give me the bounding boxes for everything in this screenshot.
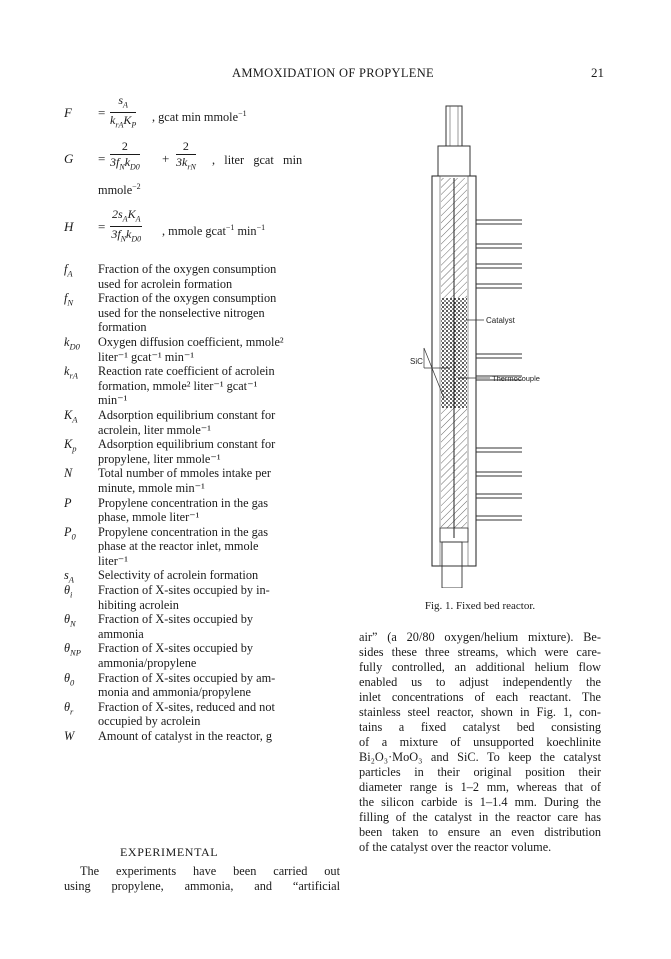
definition-item: [64, 525, 339, 569]
body-paragraph-left: [64, 864, 340, 894]
definition-item: [64, 262, 339, 291]
definition-item: [64, 568, 339, 583]
definition-line: used for acrolein formation: [98, 276, 233, 291]
definition-line: Fraction of the oxygen consumption: [98, 291, 277, 306]
definition-line: liter⁻¹: [98, 553, 128, 568]
definition-line: phase, mmole liter⁻¹: [98, 510, 200, 525]
formula-unit: , liter gcat min: [212, 153, 303, 167]
definition-line: Total number of mmoles intake per: [98, 466, 271, 481]
definition-line: Oxygen diffusion coefficient, mmole²: [98, 334, 284, 349]
definition-line: Fraction of X-sites, reduced and not: [98, 699, 275, 714]
formula-unit-continued: mmole$^{-2}$: [98, 182, 141, 198]
definition-list: [64, 262, 339, 744]
definition-line: Fraction of X-sites occupied by: [98, 612, 254, 627]
nomenclature-column: [64, 92, 339, 744]
paragraph-line: of the catalyst over the reactor volume.: [359, 840, 552, 854]
definition-line: Propylene concentration in the gas: [98, 524, 269, 539]
plus-sign: +: [162, 151, 170, 166]
definition-line: monia and ammonia/propylene: [98, 685, 251, 700]
definition-text: [98, 700, 339, 729]
definition-symbol: $k_{rA}$: [64, 364, 78, 381]
definition-text: [98, 568, 339, 583]
definition-text: [98, 408, 339, 437]
definition-line: used for the nonselective nitrogen: [98, 305, 265, 320]
paragraph-line: been taken to ensure an even distribution: [359, 825, 601, 839]
definition-text: [98, 291, 339, 335]
fixed-bed-reactor-figure: [410, 98, 550, 588]
definition-symbol: $\theta_{NP}$: [64, 641, 81, 658]
definition-symbol: $f_A$: [64, 262, 73, 279]
definition-symbol: $P_0$: [64, 524, 76, 542]
page-number: 21: [591, 65, 604, 80]
figure-caption: Fig. 1. Fixed bed reactor.: [424, 600, 536, 612]
definition-symbol: $\theta_N$: [64, 612, 76, 629]
definition-text: [98, 612, 339, 641]
definition-item: [64, 364, 339, 408]
definition-text: [98, 641, 339, 670]
paragraph-line: the silicon carbide is 1–1.4 mm. During the: [359, 795, 601, 809]
definition-line: propylene, liter mmole⁻¹: [98, 451, 221, 466]
formula-H: [64, 206, 339, 254]
sic-label: SiC: [410, 357, 423, 366]
reactor-drawing: [410, 98, 550, 588]
definition-line: Fraction of X-sites occupied by in-: [98, 583, 270, 598]
definition-symbol: $\theta_i$: [64, 583, 73, 600]
equals-sign: =: [98, 219, 106, 234]
definition-item: [64, 496, 339, 525]
definition-item: [64, 408, 339, 437]
definition-line: Fraction of the oxygen consumption: [98, 262, 277, 276]
definition-text: [98, 525, 339, 569]
paragraph-line: stainless steel reactor, shown in Fig. 1, con-: [359, 705, 601, 719]
paragraph-line: inlet concentrations of each reactant. The: [359, 690, 601, 704]
definition-line: occupied by acrolein: [98, 714, 201, 729]
paragraph-line: tains a fixed catalyst bed consisting: [359, 720, 601, 734]
definition-item: [64, 291, 339, 335]
definition-item: [64, 671, 339, 700]
definition-text: [98, 729, 339, 744]
definition-line: ammonia: [98, 626, 144, 641]
definition-symbol: $K_A$: [64, 407, 78, 425]
definition-line: Fraction of X-sites occupied by: [98, 641, 254, 656]
definition-line: Adsorption equilibrium constant for: [98, 437, 276, 452]
definition-item: [64, 466, 339, 495]
formula-G: [64, 138, 339, 206]
definition-item: [64, 641, 339, 670]
paragraph-line: filling of the catalyst in the reactor care has: [359, 810, 601, 824]
paragraph-line: of a mixture of unsupported koechlinite: [359, 735, 601, 749]
definition-text: [98, 437, 339, 466]
definition-text: [98, 466, 339, 495]
definition-symbol: $f_N$: [64, 291, 74, 308]
paragraph-line: diameter range is 1–2 mm, whereas that of: [359, 780, 601, 794]
definition-line: Reaction rate coefficient of acrolein: [98, 364, 275, 379]
definition-symbol: N: [64, 466, 73, 481]
definition-line: minute, mmole min⁻¹: [98, 480, 205, 495]
definition-item: [64, 437, 339, 466]
paragraph-line: sides these three streams, which were care-: [359, 645, 601, 659]
formula-unit: , mmole gcat$^{-1}$ $\min^{-1}$: [162, 223, 266, 239]
definition-text: [98, 496, 339, 525]
definition-text: [98, 671, 339, 700]
definition-item: [64, 700, 339, 729]
definition-line: hibiting acrolein: [98, 597, 179, 612]
definition-line: Fraction of X-sites occupied by am-: [98, 670, 276, 685]
section-heading: EXPERIMENTAL: [120, 845, 219, 859]
paragraph-line: particles in their original position their: [359, 765, 601, 779]
fraction: $2s_AK_A$ $3f_Nk_{D0}$: [111, 207, 142, 244]
definition-item: [64, 335, 339, 364]
definition-symbol: $\theta_r$: [64, 699, 74, 717]
paragraph-line: air” (a 20/80 oxygen/helium mixture). Be-: [359, 630, 601, 644]
thermocouple-label: Thermocouple: [492, 374, 540, 383]
definition-line: Amount of catalyst in the reactor, g: [98, 729, 272, 743]
definition-text: [98, 335, 339, 364]
definition-item: [64, 612, 339, 641]
definition-line: formation, mmole² liter⁻¹ gcat⁻¹: [98, 378, 258, 393]
definition-line: Propylene concentration in the gas: [98, 495, 269, 510]
definition-line: Adsorption equilibrium constant for: [98, 407, 276, 422]
fraction: 2 $3f_Nk_{D0}$: [110, 139, 140, 172]
definition-text: [98, 262, 339, 291]
definition-line: phase at the reactor inlet, mmole: [98, 539, 259, 554]
definition-symbol: $K_p$: [64, 437, 77, 454]
definition-line: ammonia/propylene: [98, 656, 197, 671]
fraction: 2 $3k_{rN}$: [176, 139, 196, 172]
definition-line: acrolein, liter mmole⁻¹: [98, 422, 211, 437]
definition-symbol: $k_{D0}$: [64, 334, 80, 352]
definition-symbol: $\theta_0$: [64, 670, 75, 688]
definition-text: [98, 364, 339, 408]
formula-symbol: F: [64, 105, 72, 120]
equals-sign: =: [98, 151, 106, 166]
definition-symbol: W: [64, 729, 75, 743]
definition-text: [98, 583, 339, 612]
paragraph-line: The experiments have been carried out: [80, 864, 340, 878]
body-paragraph-right: [359, 630, 601, 855]
definition-line: Selectivity of acrolein formation: [98, 568, 259, 583]
definition-symbol: P: [64, 495, 72, 510]
paragraph-line: enabled us to adjust independently the: [359, 675, 601, 689]
formula-symbol: H: [64, 219, 74, 234]
definition-line: liter⁻¹ gcat⁻¹ min⁻¹: [98, 349, 195, 364]
definition-line: min⁻¹: [98, 393, 128, 408]
paragraph-line: fully controlled, an additional helium flow: [359, 660, 601, 674]
paragraph-line: Bi₂O₃·MoO₃ and SiC. To keep the catalyst: [359, 750, 601, 764]
definition-item: [64, 583, 339, 612]
definition-item: [64, 729, 339, 744]
definition-symbol: $s_A$: [64, 568, 74, 585]
formula-unit: , gcat min mmole$^{-1}$: [152, 109, 247, 125]
formula-F: [64, 92, 339, 138]
formula-symbol: G: [64, 151, 74, 166]
equals-sign: =: [98, 105, 106, 120]
definition-line: formation: [98, 320, 147, 335]
catalyst-label: Catalyst: [486, 316, 515, 325]
running-title: AMMOXIDATION OF PROPYLENE: [232, 66, 434, 80]
paragraph-line: using propylene, ammonia, and “artificial: [64, 879, 340, 893]
fraction: $s_A$ $k_{rA}K_P$: [110, 93, 137, 130]
